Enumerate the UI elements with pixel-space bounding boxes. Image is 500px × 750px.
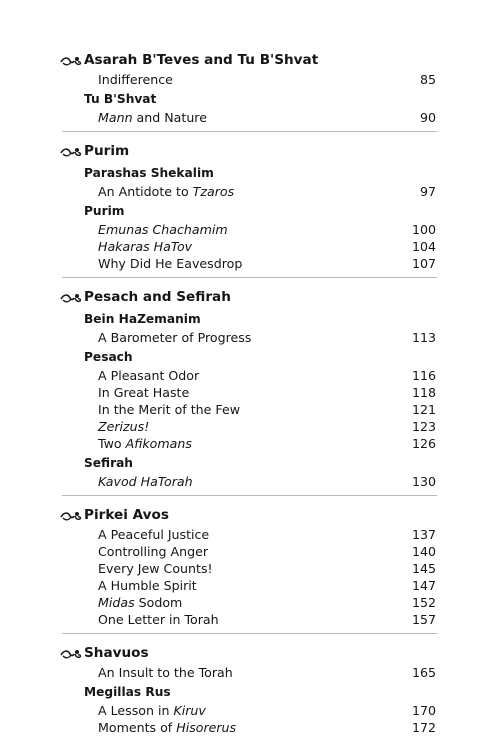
entry-title-part: An Antidote to <box>98 184 193 199</box>
toc-section <box>0 495 500 628</box>
section-title <box>0 643 500 664</box>
entry-title-part: A Pleasant Odor <box>98 368 200 383</box>
subsection-heading: Parashas Shekalim <box>84 166 214 180</box>
entry-title <box>98 222 228 237</box>
entry-title <box>98 72 173 87</box>
toc-section <box>0 50 500 126</box>
entry-title-part: Moments of <box>98 720 177 735</box>
entry-title-part: A Humble Spirit <box>98 578 197 593</box>
page-number: 104 <box>411 239 436 254</box>
toc-entry <box>0 71 500 88</box>
page-number: 157 <box>411 612 436 627</box>
entry-title <box>98 256 242 271</box>
entry-title-part: A Lesson in <box>98 703 174 718</box>
entry-title <box>98 330 251 345</box>
table-of-contents <box>0 50 500 736</box>
entry-title <box>98 436 192 451</box>
section-divider <box>62 633 437 634</box>
section-title <box>0 50 500 71</box>
entry-title-part: Tzaros <box>192 184 235 199</box>
toc-entry <box>0 719 500 736</box>
toc-entry <box>0 435 500 452</box>
entry-title <box>98 595 182 610</box>
entry-title-part: Why Did He Eavesdrop <box>98 256 243 271</box>
page-number: 130 <box>411 474 436 489</box>
entry-title <box>98 720 236 735</box>
page-number: 118 <box>411 385 436 400</box>
subsection-heading: Sefirah <box>84 456 133 470</box>
entry-title-part: Afikomans <box>125 436 192 451</box>
entry-title-part: Hisorerus <box>176 720 237 735</box>
fleuron-ornament-icon <box>60 146 82 158</box>
section-title <box>0 287 500 308</box>
section-title-text: Shavuos <box>84 645 149 661</box>
toc-entry <box>0 238 500 255</box>
page-number: 152 <box>411 595 436 610</box>
toc-entry <box>0 560 500 577</box>
entry-title <box>98 239 192 254</box>
entry-title-part: In Great Haste <box>98 385 190 400</box>
page-number: 170 <box>411 703 436 718</box>
toc-entry <box>0 401 500 418</box>
page-number: 145 <box>411 561 436 576</box>
subsection-heading: Bein HaZemanim <box>84 312 201 326</box>
entry-title-part: Every Jew Counts! <box>98 561 213 576</box>
toc-entry <box>0 611 500 628</box>
toc-entry <box>0 109 500 126</box>
toc-entry <box>0 577 500 594</box>
page-number: 126 <box>411 436 436 451</box>
section-divider <box>62 495 437 496</box>
entry-title-part: Two <box>98 436 126 451</box>
entry-title-part: Controlling Anger <box>98 544 209 559</box>
toc-section <box>0 131 500 272</box>
toc-entry <box>0 384 500 401</box>
page-number: 100 <box>411 222 436 237</box>
entry-title-part: In the Merit of the Few <box>98 402 241 417</box>
subsection-heading: Purim <box>84 204 125 218</box>
entry-title <box>98 419 149 434</box>
entry-title-part: An Insult to the Torah <box>98 665 233 680</box>
toc-entry <box>0 526 500 543</box>
entry-title <box>98 544 208 559</box>
entry-title <box>98 385 189 400</box>
entry-title-part: Midas <box>98 595 135 610</box>
entry-title-part: Indifference <box>98 72 173 87</box>
fleuron-ornament-icon <box>60 55 82 67</box>
subsection-heading: Megillas Rus <box>84 685 171 699</box>
toc-section <box>0 277 500 490</box>
entry-title-part: Kavod HaTorah <box>98 474 193 489</box>
section-title-text: Purim <box>84 143 130 159</box>
section-title <box>0 505 500 526</box>
entry-title-part: Kiruv <box>173 703 206 718</box>
entry-title-part: A Barometer of Progress <box>98 330 252 345</box>
toc-entry <box>0 367 500 384</box>
toc-section <box>0 633 500 736</box>
toc-entry <box>0 473 500 490</box>
subsection-heading: Pesach <box>84 350 133 364</box>
toc-entry <box>0 594 500 611</box>
toc-entry <box>0 664 500 681</box>
toc-entry <box>0 255 500 272</box>
entry-title <box>98 665 233 680</box>
page-number: 123 <box>411 419 436 434</box>
page-number: 172 <box>411 720 436 735</box>
page-number: 107 <box>411 256 436 271</box>
page-number: 140 <box>411 544 436 559</box>
entry-title-part: Mann <box>98 110 133 125</box>
page-number: 85 <box>419 72 436 87</box>
entry-title-part: A Peaceful Justice <box>98 527 210 542</box>
entry-title <box>98 578 197 593</box>
entry-title <box>98 474 193 489</box>
entry-title-part: One Letter in Torah <box>98 612 219 627</box>
toc-entry <box>0 183 500 200</box>
toc-entry <box>0 543 500 560</box>
page-number: 121 <box>411 402 436 417</box>
section-divider <box>62 131 437 132</box>
section-title-text: Pirkei Avos <box>84 507 169 523</box>
page-number: 147 <box>411 578 436 593</box>
toc-entry <box>0 329 500 346</box>
entry-title <box>98 527 209 542</box>
page-number: 137 <box>411 527 436 542</box>
entry-title-part: Emunas Chachamim <box>98 222 228 237</box>
toc-entry <box>0 418 500 435</box>
fleuron-ornament-icon <box>60 510 82 522</box>
entry-title <box>98 368 199 383</box>
toc-entry <box>0 702 500 719</box>
entry-title <box>98 110 207 125</box>
entry-title <box>98 703 206 718</box>
page-number: 90 <box>419 110 436 125</box>
entry-title <box>98 402 240 417</box>
fleuron-ornament-icon <box>60 292 82 304</box>
entry-title-part: Hakaras HaTov <box>98 239 193 254</box>
entry-title <box>98 561 213 576</box>
section-title-text: Asarah B'Teves and Tu B'Shvat <box>84 52 319 68</box>
subsection-heading: Tu B'Shvat <box>84 92 157 106</box>
entry-title-part: Sodom <box>134 595 183 610</box>
entry-title-part: Zerizus! <box>98 419 150 434</box>
fleuron-ornament-icon <box>60 648 82 660</box>
page-number: 97 <box>419 184 436 199</box>
section-divider <box>62 277 437 278</box>
page-number: 113 <box>411 330 436 345</box>
section-title-text: Pesach and Sefirah <box>84 289 231 305</box>
section-title <box>0 141 500 162</box>
page-number: 165 <box>411 665 436 680</box>
entry-title <box>98 184 234 199</box>
entry-title-part: and Nature <box>132 110 207 125</box>
toc-entry <box>0 221 500 238</box>
page-number: 116 <box>411 368 436 383</box>
entry-title <box>98 612 219 627</box>
